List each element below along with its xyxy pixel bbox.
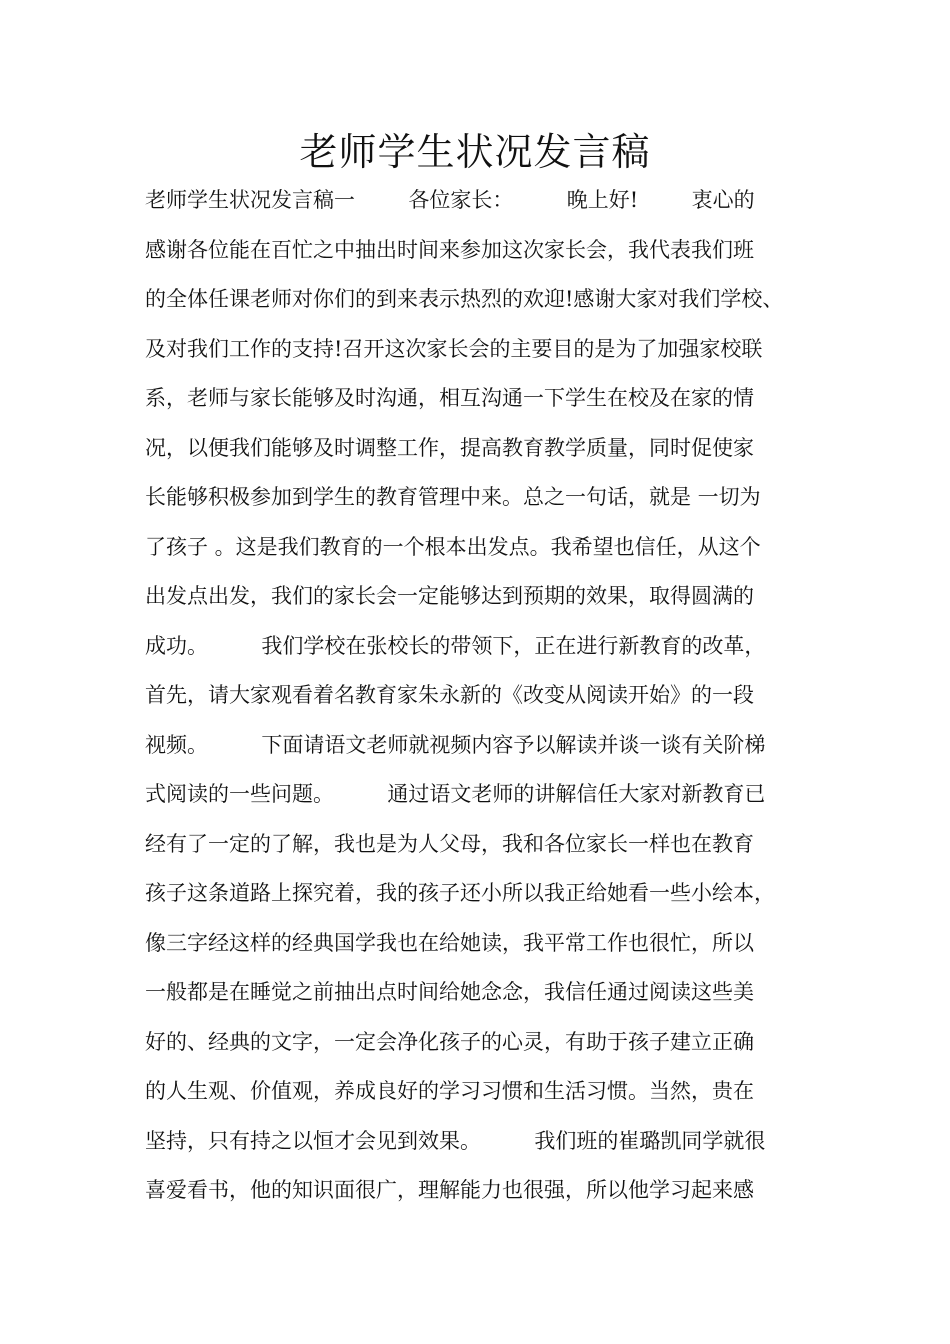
body-line: 视频。 下面请语文老师就视频内容予以解读并谈一谈有关阶梯 (145, 732, 766, 757)
body-line: 一般都是在睡觉之前抽出点时间给她念念，我信任通过阅读这些美 (145, 980, 754, 1004)
body-line: 的人生观、价值观，养成良好的学习习惯和生活习惯。当然，贵在 (145, 1079, 754, 1103)
body-line: 孩子这条道路上探究着，我的孩子还小所以我正给她看一些小绘本， (145, 881, 775, 905)
body-line: 的全体任课老师对你们的到来表示热烈的欢迎!感谢大家对我们学校、 (145, 287, 784, 311)
body-line: 老师学生状况发言稿一 各位家长： 晚上好! 衷心的 (145, 188, 755, 212)
body-line: 及对我们工作的支持!召开这次家长会的主要目的是为了加强家校联 (145, 336, 763, 361)
body-line: 像三字经这样的经典国学我也在给她读，我平常工作也很忙，所以 (145, 930, 754, 955)
body-line: 系，老师与家长能够及时沟通，相互沟通一下学生在校及在家的情 (145, 386, 754, 410)
body-line: 喜爱看书，他的知识面很广，理解能力也很强，所以他学习起来感 (145, 1178, 754, 1202)
body-line: 式阅读的一些问题。 通过语文老师的讲解信任大家对新教育已 (145, 782, 766, 806)
body-line: 好的、经典的文字，一定会净化孩子的心灵，有助于孩子建立正确 (145, 1029, 754, 1054)
body-line: 经有了一定的了解，我也是为人父母，我和各位家长一样也在教育 (145, 831, 754, 856)
body-line: 首先，请大家观看着名教育家朱永新的《改变从阅读开始》的一段 (145, 683, 754, 707)
body-line: 了孩子 。这是我们教育的一个根本出发点。我希望也信任，从这个 (145, 534, 761, 559)
document-body (145, 176, 835, 1216)
document-title: 老师学生状况发言稿 (299, 130, 651, 174)
body-line: 长能够积极参加到学生的教育管理中来。总之一句话，就是 一切为 (145, 485, 761, 509)
body-line: 况，以便我们能够及时调整工作，提高教育教学质量，同时促使家 (145, 435, 754, 460)
body-line: 出发点出发，我们的家长会一定能够达到预期的效果，取得圆满的 (145, 584, 754, 608)
body-line: 成功。 我们学校在张校长的带领下，正在进行新教育的改革， (145, 633, 766, 658)
body-line: 感谢各位能在百忙之中抽出时间来参加这次家长会，我代表我们班 (145, 237, 754, 262)
body-line: 坚持，只有持之以恒才会见到效果。 我们班的崔璐凯同学就很 (145, 1128, 766, 1153)
